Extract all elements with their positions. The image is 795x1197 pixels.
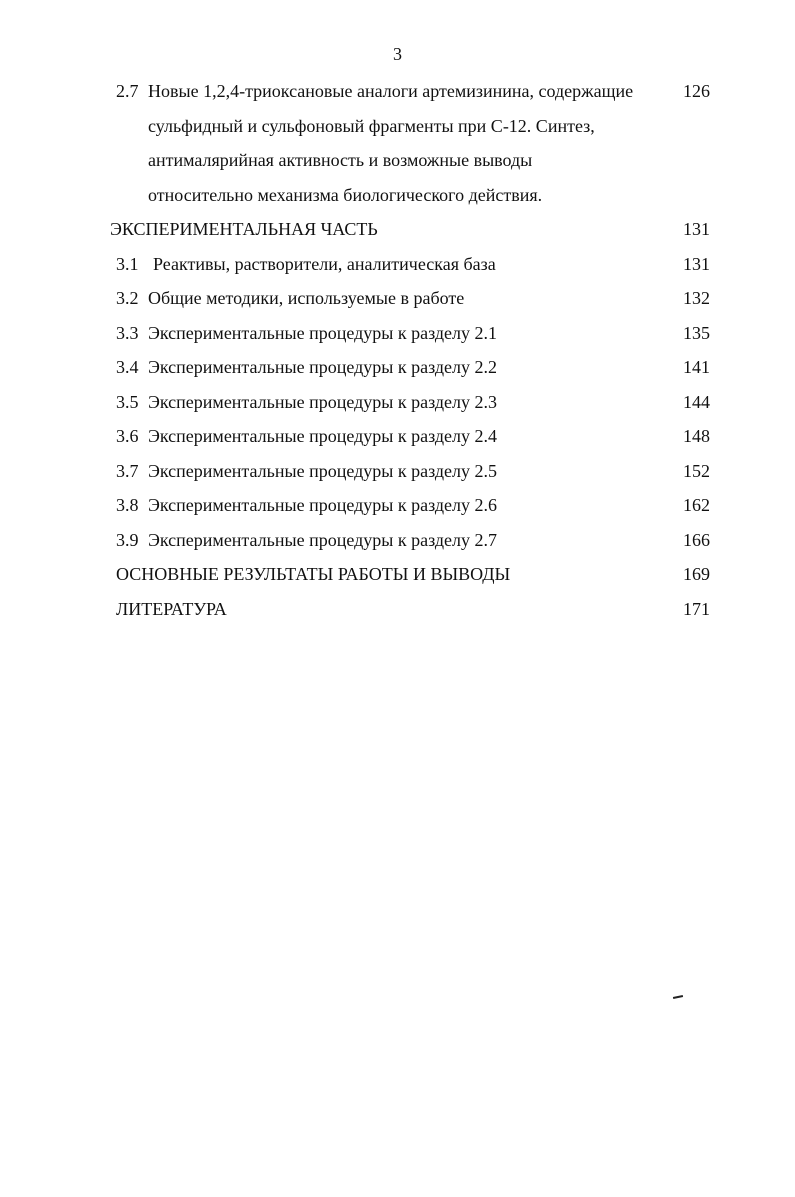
toc-entry-text-line-1: Новые 1,2,4-триоксановые аналоги артемизинина, содержащие	[148, 81, 634, 101]
toc-entry-number: 3.9	[116, 529, 139, 550]
toc-entry-page: 162	[683, 495, 710, 515]
toc-entry-text: Экспериментальные процедуры к разделу 2.1	[148, 322, 497, 343]
toc-entry-number: 3.3	[116, 322, 139, 343]
toc-entry-text: Общие методики, используемые в работе	[148, 288, 465, 308]
toc-entry-3-8	[0, 488, 795, 523]
toc-entry-3-5	[0, 385, 795, 420]
toc-entry-experimental	[0, 212, 795, 247]
toc-entry-page: 171	[683, 598, 710, 619]
toc-entry-page: 169	[683, 564, 710, 584]
toc-entry-page: 152	[683, 460, 710, 481]
toc-entry-page: 141	[683, 357, 710, 377]
toc-entry-text-line-4: относительно механизма биологического действия.	[148, 184, 543, 205]
toc-entry-number: 3.7	[116, 460, 139, 481]
toc-entry-title: ЭКСПЕРИМЕНТАЛЬНАЯ ЧАСТЬ	[110, 219, 378, 239]
toc-entry-text: Экспериментальные процедуры к разделу 2.7	[148, 529, 497, 550]
toc-entry-number: 3.4	[116, 357, 139, 377]
toc-entry-title: ОСНОВНЫЕ РЕЗУЛЬТАТЫ РАБОТЫ И ВЫВОДЫ	[116, 564, 511, 584]
toc-entry-3-6	[0, 419, 795, 454]
toc-entry-3-9	[0, 523, 795, 558]
toc-entry-results	[0, 557, 795, 592]
toc-entry-number: 3.1	[116, 253, 139, 274]
toc-entry-page: 131	[683, 219, 710, 239]
toc-entry-text: Экспериментальные процедуры к разделу 2.3	[148, 391, 497, 412]
toc-entry-2-7	[0, 74, 795, 212]
table-of-contents	[0, 74, 795, 626]
toc-entry-text: Реактивы, растворители, аналитическая база	[153, 253, 496, 274]
toc-entry-text: Экспериментальные процедуры к разделу 2.5	[148, 460, 497, 481]
page-number: 3	[393, 44, 402, 64]
scan-mark	[673, 995, 683, 999]
toc-entry-text: Экспериментальные процедуры к разделу 2.2	[148, 357, 497, 377]
toc-entry-page: 135	[683, 322, 710, 343]
toc-entry-3-4	[0, 350, 795, 385]
toc-entry-literature	[0, 592, 795, 627]
toc-entry-number: 3.2	[116, 288, 139, 308]
toc-entry-text-line-3: антималярийная активность и возможные выводы	[148, 150, 533, 170]
toc-entry-page: 126	[683, 81, 710, 101]
toc-entry-number: 3.8	[116, 495, 139, 515]
toc-entry-title: ЛИТЕРАТУРА	[116, 598, 227, 619]
toc-entry-3-2	[0, 281, 795, 316]
toc-entry-page: 166	[683, 529, 710, 550]
toc-entry-number: 3.5	[116, 391, 139, 412]
toc-entry-text: Экспериментальные процедуры к разделу 2.6	[148, 495, 497, 515]
toc-entry-3-7	[0, 454, 795, 489]
toc-entry-page: 144	[683, 391, 710, 412]
toc-entry-3-3	[0, 316, 795, 351]
toc-entry-page: 148	[683, 426, 710, 446]
toc-entry-text-line-2: сульфидный и сульфоновый фрагменты при С-12. Синтез,	[148, 115, 595, 136]
toc-entry-3-1	[0, 247, 795, 282]
toc-entry-page: 131	[683, 253, 710, 274]
toc-entry-number: 2.7	[116, 81, 139, 101]
toc-entry-number: 3.6	[116, 426, 139, 446]
toc-entry-text: Экспериментальные процедуры к разделу 2.4	[148, 426, 497, 446]
toc-entry-page: 132	[683, 288, 710, 308]
